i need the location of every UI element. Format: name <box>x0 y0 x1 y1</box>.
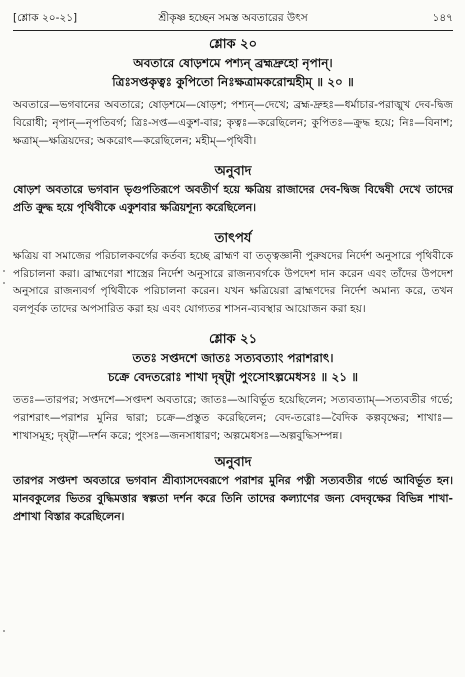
margin-speck <box>3 282 5 284</box>
verse-21-translation-heading: অনুবাদ <box>214 455 252 470</box>
margin-speck <box>3 270 5 272</box>
verse-21-line-1: ততঃ সপ্তদশে জাতঃ সত্যবত্যাং পরাশরাৎ। <box>132 351 334 365</box>
running-header <box>13 8 453 30</box>
verse-21-translation: তারপর সপ্তদশ অবতারে ভগবান শ্রীব্যাসদেবরূপে পরাশর মুনির পত্নী সত্যবতীর গর্ভে আবির্ভূত হন। মানবকুলের ভিতর বুদ্ধিমত্তার স্বল্পতা দর্শন করে তিনি তাদের কল্যাণের জন্য বেদবৃক্ষের বিভিন্ন শাখা-প্রশাখা বিস্তার করেছিলেন। <box>13 474 453 523</box>
verse-21-line-2: চক্রে বেদতরোঃ শাখা দৃষ্ট্বা পুংসোঽল্পমেধসঃ ॥ ২১ ॥ <box>107 370 359 384</box>
verse-20-line-2: ত্রিঃসপ্তকৃত্বঃ কুপিতো নিঃক্ষত্রামকরোন্মহীম্ ॥ ২০ ॥ <box>112 75 354 89</box>
margin-speck <box>3 630 5 632</box>
verse-21-synonyms: ততঃ—তারপর; সপ্তদশে—সপ্তদশ অবতারে; জাতঃ—আবির্ভূত হয়েছিলেন; সত্যবত্যাম্—সত্যবতীর গর্ভে; পরাশরাৎ—পরাশর মুনির দ্বারা; চক্রে—প্রস্তুত করেছিলেন; বেদ-তরোঃ—বৈদিক কল্পবৃক্ষের; শাখাঃ—শাখাসমূহ; দৃষ্ট্বা—দর্শন করে; পুংসঃ—জনসাধারণ; অল্পমেধসঃ—অল্পবুদ্ধিসম্পন্ন। <box>13 394 453 442</box>
page-number: ১৪৭ <box>432 12 453 24</box>
verse-20-translation-heading: অনুবাদ <box>214 164 252 179</box>
verse-20-heading: শ্লোক ২০ <box>208 37 258 52</box>
verse-20-purport: ক্ষত্রিয় বা সমাজের পরিচালকবর্গের কর্তব্য হচ্ছে ব্রাহ্মণ বা তত্ত্বজ্ঞানী পুরুষদের নির্দেশ অনুসারে পৃথিবীকে পরিচালনা করা। ব্রাহ্মণেরা শাস্ত্রের নির্দেশ অনুসারে রাজন্যবর্গকে উপদেশ দান করেন এবং তাঁদের উপদেশ অনুসারে রাজন্যবর্গ পৃথিবীকে পরিচালনা করেন। যখন ক্ষত্রিয়েরা ব্রাহ্মণদের নির্দেশ অমান্য করে, তখন বলপূর্বক তাদের অপসারিত করা হয় এবং যোগ্যতর শাসন-ব্যবস্থার আয়োজন করা হয়। <box>13 250 453 315</box>
verse-20-line-1: অবতারে ষোড়শমে পশ্যন্ ব্রহ্মদ্রুহো নৃপান্। <box>133 56 333 70</box>
verse-20-purport-heading: তাৎপর্য <box>214 231 252 246</box>
verse-range: [শ্লোক ২০-২১] <box>13 12 78 24</box>
verse-21-section <box>13 330 453 526</box>
verse-20-synonyms: অবতারে—ভগবানের অবতারে; ষোড়শমে—ষোড়শ; পশ্যন্—দেখে; ব্রহ্ম-দ্রুহঃ—ধর্মাচার-পরাঙ্মুখ দেব-দ্বিজ বিরোধী; নৃপান্—নৃপতিবর্গ; ত্রিঃ-সপ্ত—একুশ-বার; কৃত্বঃ—করেছিলেন; কুপিতঃ—ক্রুদ্ধ হয়ে; নিঃ—বিনাশ; ক্ষত্রাম্—ক্ষত্রিয়দের; অকরোৎ—করেছিলেন; মহীম্—পৃথিবী। <box>13 99 453 147</box>
chapter-title: শ্রীকৃষ্ণ হচ্ছেন সমস্ত অবতারের উৎস <box>158 12 308 24</box>
verse-20-translation: ষোড়শ অবতারে ভগবান ভৃগুপতিরূপে অবতীর্ণ হয়ে ক্ষত্রিয় রাজাদের দেব-দ্বিজ বিদ্বেষী দেখে তাদের প্রতি ক্রুদ্ধ হয়ে পৃথিবীকে একুশবার ক্ষত্রিয়শূন্য করেছিলেন। <box>13 183 453 214</box>
verse-21-heading: শ্লোক ২১ <box>208 332 258 347</box>
header-rule <box>13 30 453 31</box>
verse-20-section <box>13 35 453 318</box>
